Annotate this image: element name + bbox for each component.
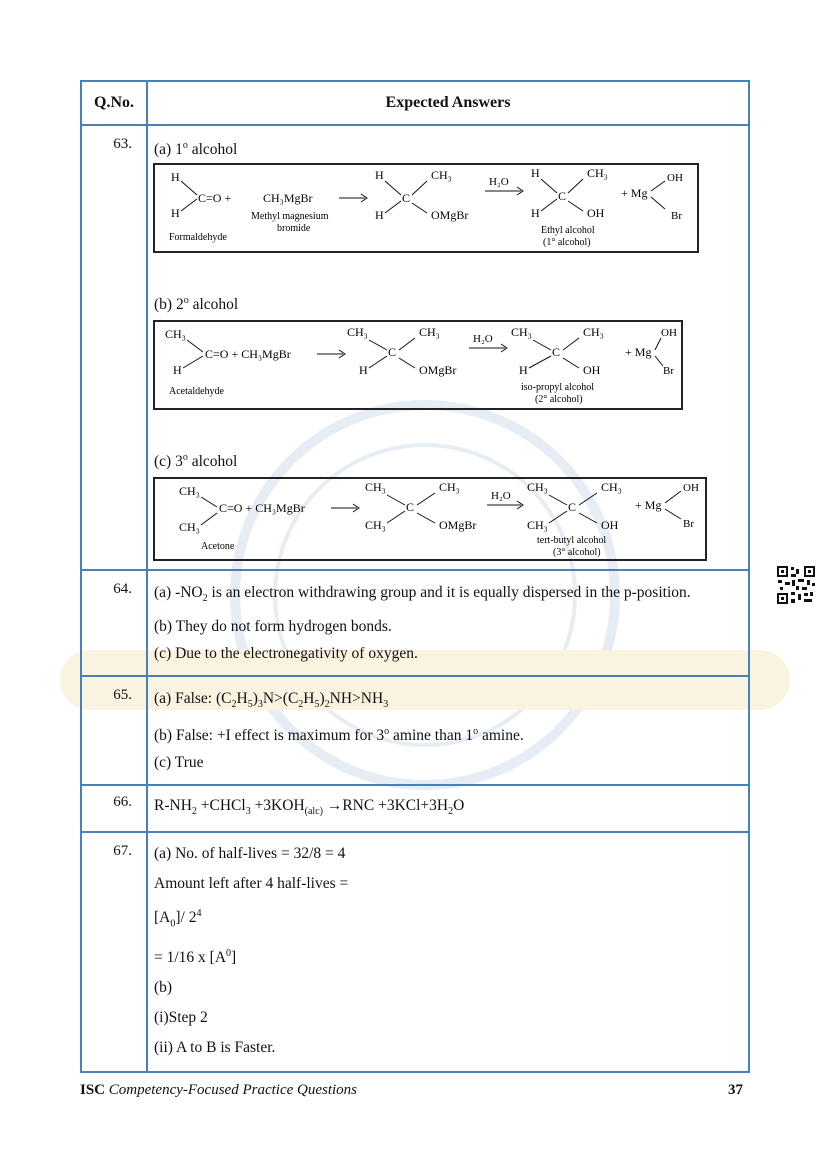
svg-text:CH₃: CH₃ [365,518,386,533]
footer-title: ISC Competency-Focused Practice Questions [80,1082,358,1098]
page-footer [80,1082,743,1099]
svg-text:Ethyl alcohol: Ethyl alcohol [541,225,595,237]
svg-text:H: H [531,206,540,221]
svg-text:OMgBr: OMgBr [439,518,477,533]
svg-text:CH₃MgBr: CH₃MgBr [263,191,313,206]
svg-text:bromide: bromide [277,223,311,235]
svg-text:CH₃: CH₃ [179,484,200,499]
answer-cell-65 [147,676,749,785]
svg-text:OH: OH [601,518,619,533]
svg-text:H: H [375,208,384,223]
question-number: 67. [81,832,147,1072]
answer-line: (ii) A to B is Faster. [154,1039,276,1057]
table-row-63 [81,125,749,570]
svg-text:Br: Br [671,210,682,223]
svg-text:CH₃: CH₃ [587,166,608,181]
svg-text:C: C [388,345,397,360]
answer-line: (a) $-NO_2$ is an electron withdrawing group and it is equally dispersed in the p-position. [154,584,691,605]
svg-text:+ Mg: + Mg [635,498,662,513]
svg-text:H: H [171,206,180,221]
answer-line: (b) False: +I effect is maximum for 3$^o$ amine than 1$^o$ amine. [154,725,524,744]
svg-text:H: H [359,363,368,378]
svg-text:CH₃: CH₃ [601,480,622,495]
question-number: 65. [81,676,147,785]
question-number: 64. [81,570,147,675]
svg-text:CH₃: CH₃ [365,480,386,495]
answer-cell-63 [147,125,749,570]
svg-text:C=O + CH₃MgBr: C=O + CH₃MgBr [219,501,305,516]
svg-text:H₂O: H₂O [489,176,509,189]
answer-line: (c) True [154,753,204,771]
answer-line: (b) They do not form hydrogen bonds. [154,617,392,635]
qr-code-icon[interactable] [776,565,816,605]
part-a-label: (a) 1$^o$ alcohol [154,140,238,159]
svg-text:CH₃: CH₃ [419,325,440,340]
answer-line: (c) Due to the electronegativity of oxygen. [154,644,418,662]
answer-line: (b) [154,979,173,997]
answer-line: $[A_0]/$ $2^4$ [154,907,202,930]
answer-cell-64 [147,570,749,675]
reaction-2-secondary-alcohol [153,320,683,410]
reaction-diagram [155,479,705,559]
svg-text:CH₃: CH₃ [179,520,200,535]
svg-text:C: C [402,191,411,206]
answers-table [80,80,750,1073]
svg-text:OH: OH [587,206,605,221]
answer-cell-67 [147,832,749,1072]
answer-line: (i)Step 2 [154,1009,208,1027]
reaction-1-primary-alcohol [153,163,699,253]
qno-header: Q.No. [81,81,147,125]
svg-text:CH₃: CH₃ [347,325,368,340]
table-row-65 [81,676,749,785]
svg-text:C: C [568,500,577,515]
table-row-66 [81,785,749,832]
svg-text:CH₃: CH₃ [527,518,548,533]
svg-text:CH₃: CH₃ [527,480,548,495]
svg-text:H: H [519,363,528,378]
svg-text:OH: OH [583,363,601,378]
answer-cell-66 [147,785,749,832]
table-row-64 [81,570,749,675]
svg-text:Br: Br [683,518,694,531]
reaction-diagram [155,322,681,408]
part-b-label: (b) 2$^o$ alcohol [154,295,239,314]
svg-text:(2° alcohol): (2° alcohol) [535,394,583,406]
table-header-row [81,81,749,125]
svg-text:OH: OH [661,327,677,340]
svg-text:OMgBr: OMgBr [431,208,469,223]
svg-text:+ Mg: + Mg [625,345,652,360]
svg-text:H: H [531,166,540,181]
svg-text:Methyl magnesium: Methyl magnesium [251,211,329,223]
svg-text:H: H [171,170,180,185]
svg-text:Acetaldehyde: Acetaldehyde [169,386,224,398]
svg-text:Br: Br [663,365,674,378]
svg-text:H₂O: H₂O [473,333,493,346]
answer-line: $R-NH_2$ +CHCl$_3$ $+3KOH_{(alc)} \to RNC +3KCl+3H_2O$ [154,796,465,817]
svg-text:OMgBr: OMgBr [419,363,457,378]
svg-text:C=O + CH₃MgBr: C=O + CH₃MgBr [205,347,291,362]
page-number: 37 [728,1082,743,1098]
question-number: 63. [81,125,147,570]
svg-text:Formaldehyde: Formaldehyde [169,232,227,244]
question-number: 66. [81,785,147,832]
table-row-67 [81,832,749,1072]
svg-text:CH₃: CH₃ [583,325,604,340]
answers-header: Expected Answers [147,81,749,125]
svg-text:CH₃: CH₃ [431,168,452,183]
svg-text:CH₃: CH₃ [165,327,186,342]
answer-line: = 1/16 x $[A^0]$ [154,948,237,967]
part-c-label: (c) 3$^o$ alcohol [154,452,238,471]
svg-text:CH₃: CH₃ [439,480,460,495]
answer-line: (a) False: $(C_2H_5)_3N>(C_2H_5)_2NH>NH_3$ [154,689,389,710]
svg-text:Acetone: Acetone [201,541,235,553]
svg-text:C=O +: C=O + [198,191,232,206]
svg-text:+ Mg: + Mg [621,186,648,201]
svg-text:OH: OH [683,482,699,495]
svg-text:OH: OH [667,172,683,185]
answer-line: (a) No. of half-lives = 32/8 = 4 [154,844,346,862]
svg-text:tert-butyl alcohol: tert-butyl alcohol [537,535,607,547]
svg-text:CH₃: CH₃ [511,325,532,340]
reaction-3-tertiary-alcohol [153,477,707,561]
svg-text:(3° alcohol): (3° alcohol) [553,547,601,559]
svg-text:C: C [552,345,561,360]
answer-line: Amount left after 4 half-lives = [154,874,349,892]
svg-text:(1° alcohol): (1° alcohol) [543,237,591,249]
svg-text:H: H [375,168,384,183]
svg-text:C: C [406,500,415,515]
svg-text:H: H [173,363,182,378]
svg-text:iso-propyl alcohol: iso-propyl alcohol [521,382,595,394]
svg-text:H₂O: H₂O [491,490,511,503]
reaction-diagram [155,165,697,251]
svg-text:C: C [558,189,567,204]
